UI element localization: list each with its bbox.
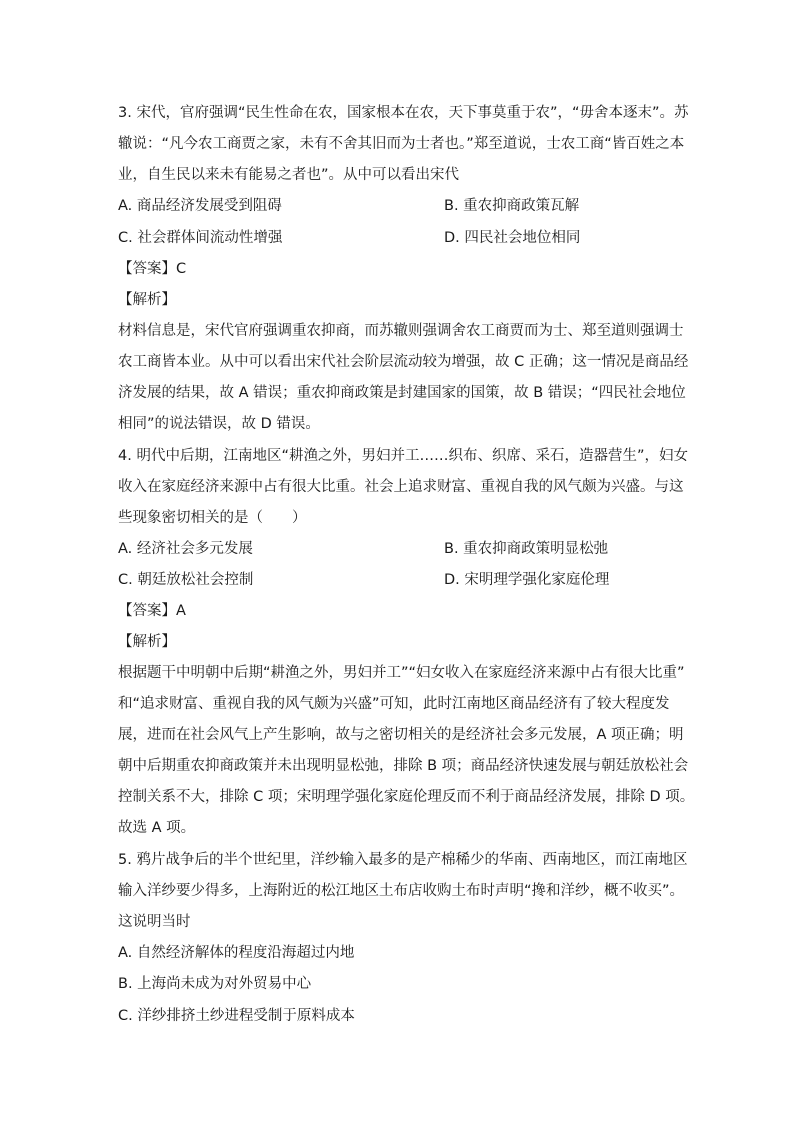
q4-analysis-line-2: 和“追求财富、重视自我的风气颇为兴盛”可知，此时江南地区商品经济有了较大程度发 [118, 696, 670, 712]
q3-stem-line-2: 辙说：“凡今农工商贾之家，未有不舍其旧而为士者也。”郑至道说，士农工商“皆百姓之本 [118, 136, 685, 152]
q5-option-b: B. 上海尚未成为对外贸易中心 [118, 976, 312, 992]
q5-stem-line-3: 这说明当时 [118, 914, 191, 930]
q4-option-b: B. 重农抑商政策明显松弛 [444, 541, 609, 557]
q3-analysis-label: 【解析】 [118, 292, 176, 308]
q5-option-c: C. 洋纱排挤土纱进程受制于原料成本 [118, 1008, 355, 1024]
q3-option-c: C. 社会群体间流动性增强 [118, 230, 283, 246]
q5-option-a: A. 自然经济解体的程度沿海超过内地 [118, 945, 355, 961]
q3-option-d: D. 四民社会地位相同 [444, 230, 581, 246]
q4-analysis-line-1: 根据题干中明朝中后期“耕渔之外，男妇并工”“妇女收入在家庭经济来源中占有很大比重” [118, 665, 685, 681]
q4-option-c: C. 朝廷放松社会控制 [118, 572, 254, 588]
q4-stem-line-2: 收入在家庭经济来源中占有很大比重。社会上追求财富、重视自我的风气颇为兴盛。与这 [118, 479, 684, 495]
q3-stem-line-3: 业，自生民以来未有能易之者也”。从中可以看出宋代 [118, 167, 460, 183]
q4-analysis-label: 【解析】 [118, 634, 176, 650]
q4-answer: 【答案】A [118, 603, 186, 619]
q4-stem-line-1: 4. 明代中后期，江南地区“耕渔之外，男妇并工……织布、织席、采石，造器营生”，妇女 [118, 448, 688, 464]
q4-analysis-line-4: 朝中后期重农抑商政策并未出现明显松弛，排除 B 项；商品经济快速发展与朝廷放松社会 [118, 758, 689, 774]
q3-analysis-line-3: 济发展的结果，故 A 错误；重农抑商政策是封建国家的国策，故 B 错误；“四民社会地位 [118, 385, 686, 401]
q3-analysis-line-2: 农工商皆本业。从中可以看出宋代社会阶层流动较为增强，故 C 正确；这一情况是商品经 [118, 354, 689, 370]
q3-stem-line-1: 3. 宋代，官府强调“民生性命在农，国家根本在农，天下事莫重于农”，“毋舍本逐末”。苏 [118, 105, 689, 121]
q5-stem-line-1: 5. 鸦片战争后的半个世纪里，洋纱输入最多的是产棉稀少的华南、西南地区，而江南地区 [118, 852, 688, 868]
q4-option-a: A. 经济社会多元发展 [118, 541, 253, 557]
q4-option-d: D. 宋明理学强化家庭伦理 [444, 572, 610, 588]
q3-analysis-line-1: 材料信息是，宋代官府强调重农抑商，而苏辙则强调舍农工商贾而为士、郑至道则强调士 [118, 323, 684, 339]
q4-analysis-line-6: 故选 A 项。 [118, 820, 196, 836]
q3-option-b: B. 重农抑商政策瓦解 [444, 198, 580, 214]
q3-answer: 【答案】C [118, 261, 187, 277]
q3-analysis-line-4: 相同”的说法错误，故 D 错误。 [118, 416, 320, 432]
q5-stem-line-2: 输入洋纱要少得多，上海附近的松江地区土布店收购土布时声明“搀和洋纱，概不收买”。 [118, 883, 685, 899]
q3-option-a: A. 商品经济发展受到阻碍 [118, 198, 282, 214]
q4-analysis-line-5: 控制关系不大，排除 C 项；宋明理学强化家庭伦理反而不利于商品经济发展，排除 D 项。 [118, 789, 695, 805]
q4-stem-line-3: 些现象密切相关的是（ ） [118, 510, 307, 526]
q4-analysis-line-3: 展，进而在社会风气上产生影响，故与之密切相关的是经济社会多元发展，A 项正确；明 [118, 727, 684, 743]
